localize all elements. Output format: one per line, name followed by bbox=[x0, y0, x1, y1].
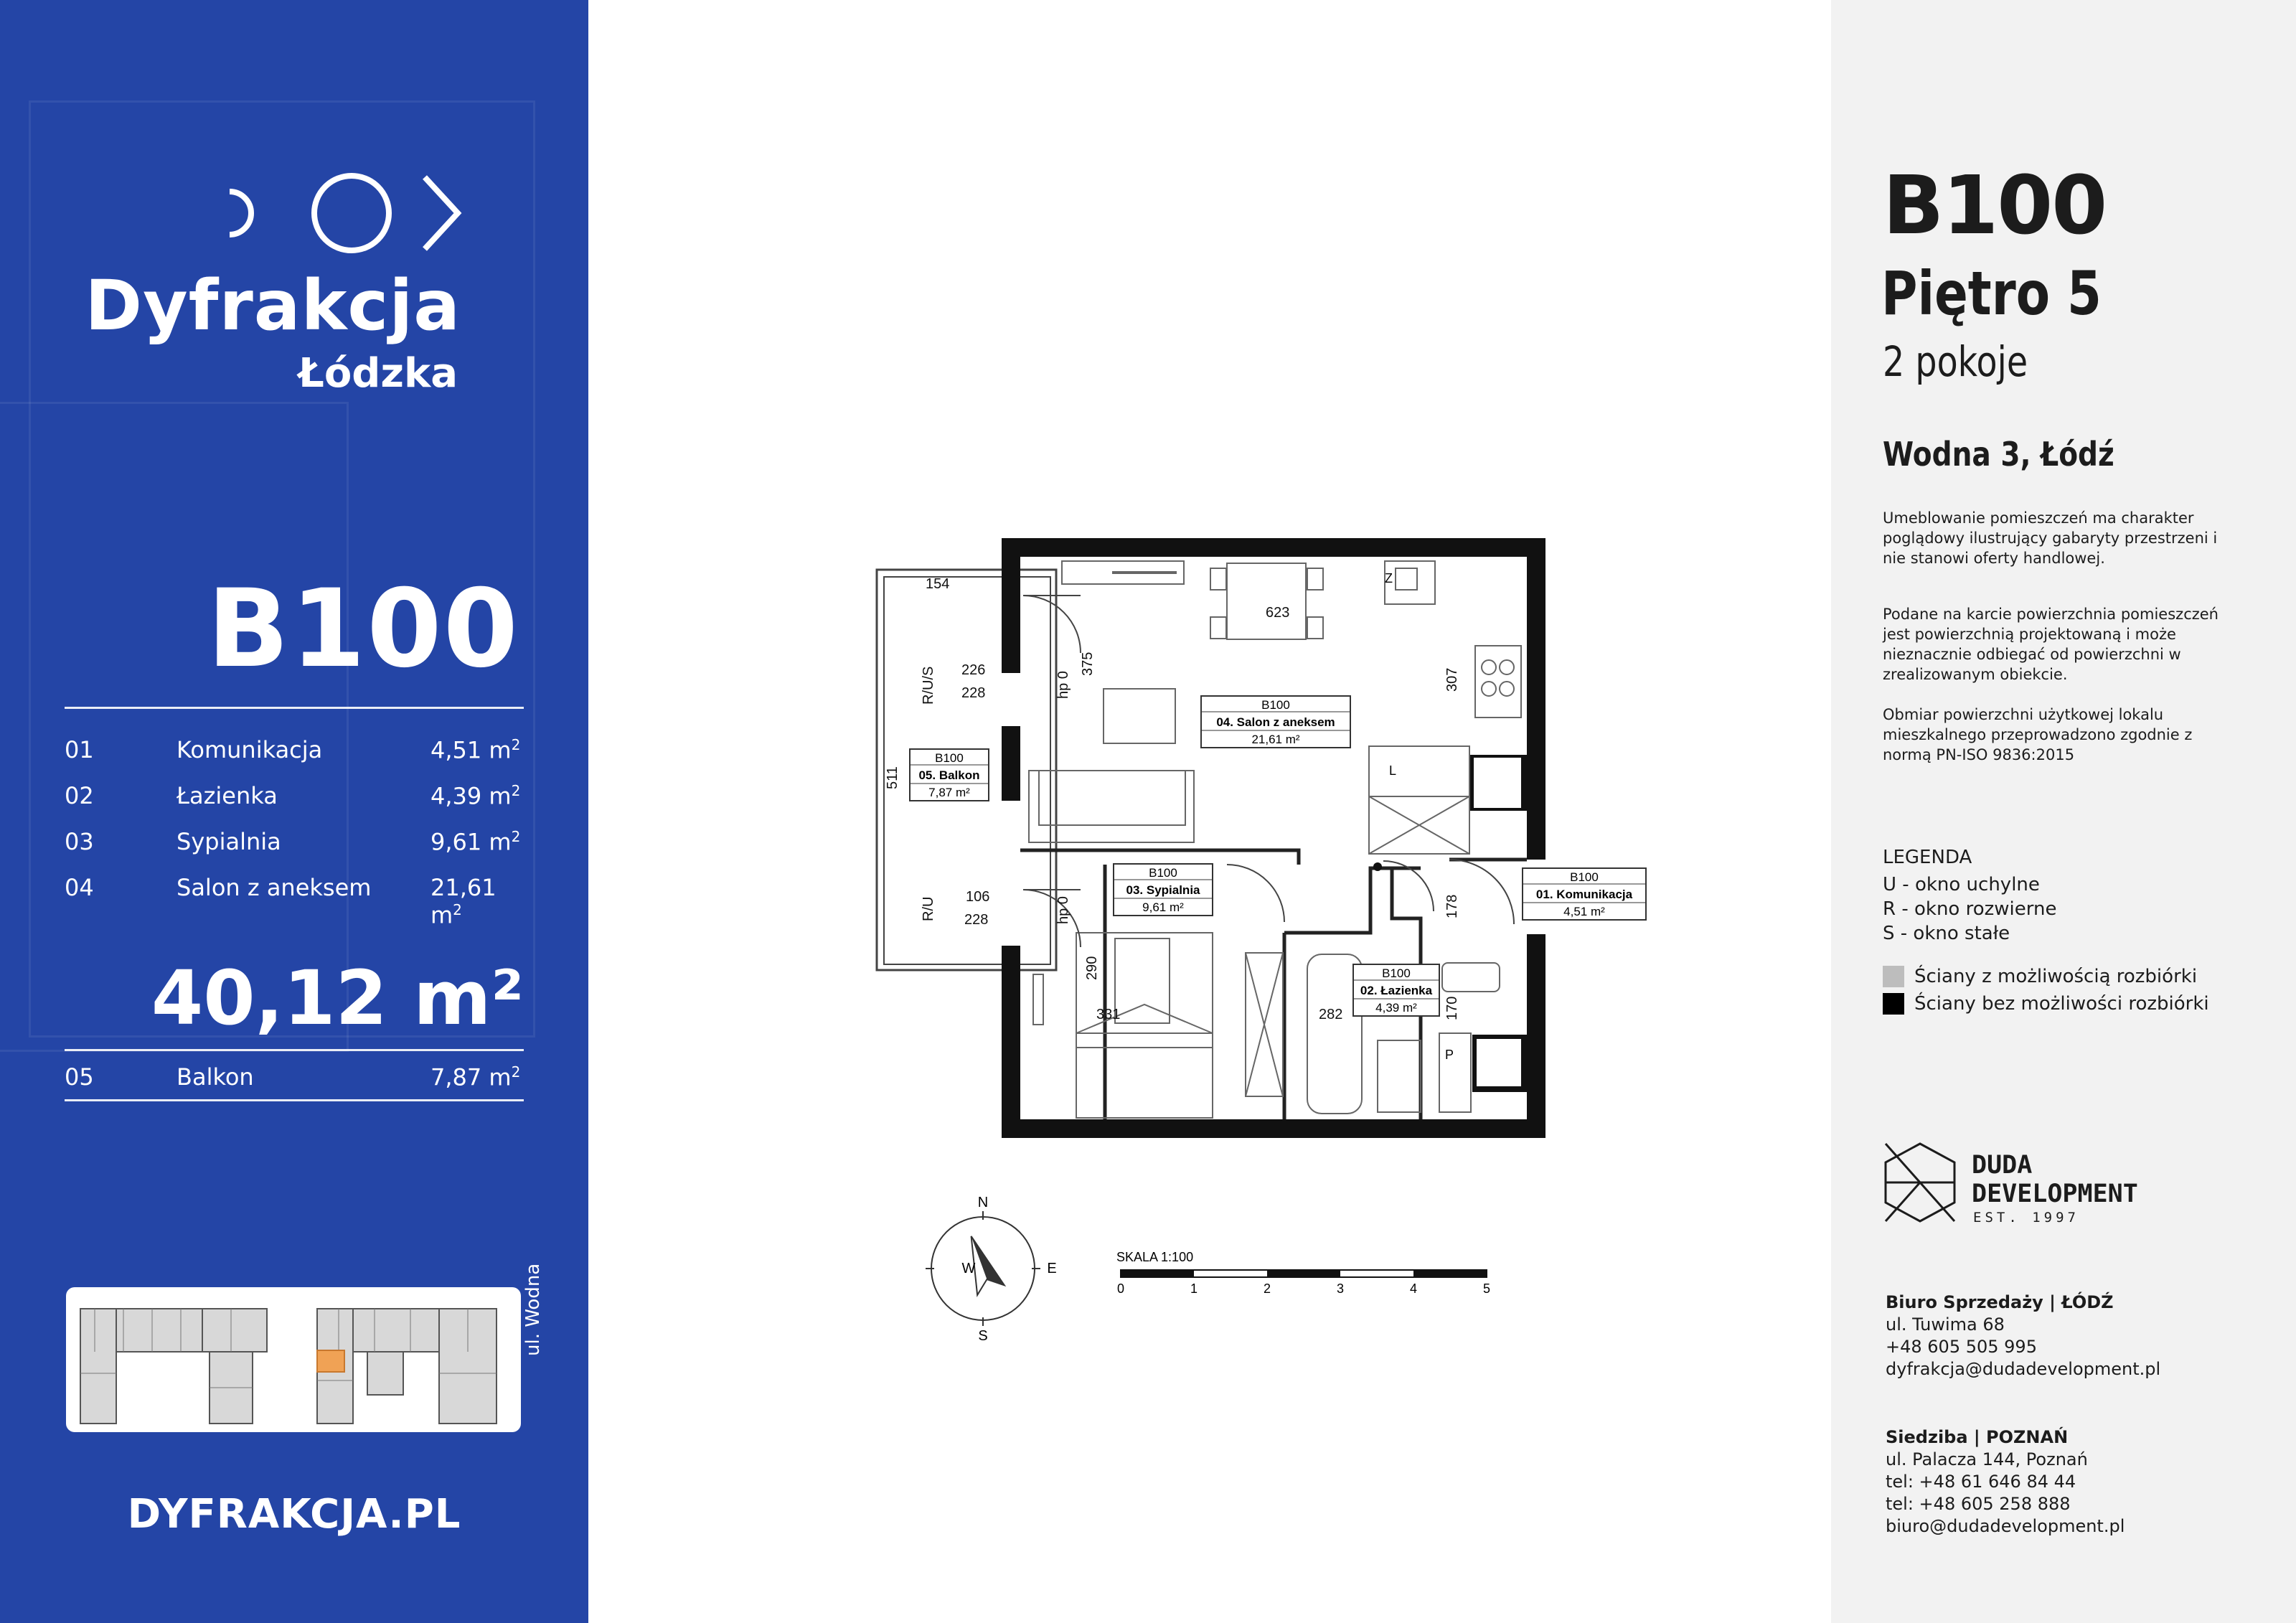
disclaimer-furniture: Umeblowanie pomieszczeń ma charakter poglądowy ilustrujący gabaryty przestrzeni i nie stanowi oferty handlowej. bbox=[1883, 509, 2218, 567]
room-name: Komunikacja bbox=[177, 736, 323, 763]
room-name: Sypialnia bbox=[177, 828, 281, 855]
room-number: 02 bbox=[65, 782, 94, 809]
svg-text:154: 154 bbox=[926, 576, 950, 592]
furniture bbox=[1029, 561, 1521, 1118]
scale-bar bbox=[1112, 1247, 1500, 1297]
svg-text:331: 331 bbox=[1096, 1007, 1121, 1022]
contact-heading: Siedziba | POZNAŃ bbox=[1886, 1427, 2069, 1447]
rooms-count: 2 pokoje bbox=[1883, 337, 2028, 386]
unit-location-marker bbox=[317, 1350, 344, 1372]
svg-text:hp 0: hp 0 bbox=[1055, 896, 1071, 924]
legend-item: S - okno stałe bbox=[1883, 923, 2010, 944]
room-area: 4,51 $m^2$ bbox=[430, 736, 521, 764]
compass-north: N bbox=[977, 1195, 989, 1210]
svg-text:21,61 m²: 21,61 m² bbox=[1251, 733, 1300, 746]
svg-text:B100: B100 bbox=[1382, 966, 1411, 980]
legend-swatch-label: Ściany z możliwością rozbiórki bbox=[1914, 966, 2198, 987]
disclaimer-norm: Obmiar powierzchni użytkowej lokalu mieszkalnego przeprowadzono zgodnie z normą PN-ISO 9836:2015 bbox=[1883, 706, 2193, 763]
scale-tick: 2 bbox=[1263, 1281, 1271, 1296]
room-area: 7,87 $m^2$ bbox=[430, 1063, 521, 1091]
room-row bbox=[65, 736, 524, 772]
svg-text:178: 178 bbox=[1444, 894, 1460, 918]
scale-tick: 4 bbox=[1409, 1281, 1418, 1296]
developer-est: EST. 1997 bbox=[1973, 1210, 2079, 1226]
svg-text:375: 375 bbox=[1080, 651, 1096, 676]
site-plan-card bbox=[66, 1287, 521, 1432]
brand-subname: Łódzka bbox=[298, 350, 458, 397]
svg-text:228: 228 bbox=[961, 685, 986, 701]
partition-walls bbox=[1020, 850, 1527, 1119]
contact-email[interactable]: dyfrakcja@dudadevelopment.pl bbox=[1886, 1359, 2161, 1379]
scale-tick: 5 bbox=[1482, 1281, 1491, 1296]
room-number: 01 bbox=[65, 736, 94, 763]
legend-item: U - okno uchylne bbox=[1883, 874, 2040, 895]
svg-text:05. Balkon: 05. Balkon bbox=[918, 768, 980, 782]
svg-text:B100: B100 bbox=[935, 751, 964, 765]
svg-text:B100: B100 bbox=[1261, 698, 1290, 712]
divider bbox=[65, 1099, 524, 1101]
floor-plan bbox=[825, 517, 1686, 1148]
svg-text:B100: B100 bbox=[1570, 870, 1599, 884]
svg-text:7,87 m²: 7,87 m² bbox=[928, 786, 970, 799]
contact-phone[interactable]: tel: +48 61 646 84 44 bbox=[1886, 1472, 2076, 1492]
room-area: 4,39 $m^2$ bbox=[430, 782, 521, 810]
room-label-lazienka bbox=[1353, 964, 1439, 1016]
legend-swatch-removable bbox=[1883, 966, 1904, 987]
website-link[interactable]: DYFRAKCJA.PL bbox=[127, 1491, 461, 1538]
floor-label: Piętro 5 bbox=[1881, 258, 2102, 329]
contact-phone[interactable]: +48 605 505 995 bbox=[1886, 1337, 2037, 1357]
svg-text:02. Łazienka: 02. Łazienka bbox=[1360, 984, 1433, 997]
svg-text:01. Komunikacja: 01. Komunikacja bbox=[1535, 888, 1633, 901]
street-label: ul. Wodna bbox=[522, 1263, 544, 1356]
compass-south: S bbox=[978, 1328, 988, 1342]
svg-text:290: 290 bbox=[1084, 956, 1100, 980]
room-label-salon bbox=[1201, 696, 1350, 748]
fixture-label: L bbox=[1389, 763, 1397, 778]
fixture-label: Z bbox=[1385, 571, 1393, 585]
room-row bbox=[65, 782, 524, 818]
duda-development-logo-icon bbox=[1883, 1141, 1957, 1224]
legend-swatch-structural bbox=[1883, 993, 1904, 1015]
brand-name: Dyfrakcja bbox=[85, 265, 461, 346]
svg-text:hp 0: hp 0 bbox=[1055, 671, 1071, 699]
sales-office-contact bbox=[1886, 1292, 2160, 1380]
room-number: 05 bbox=[65, 1063, 94, 1091]
room-row bbox=[65, 874, 524, 929]
room-area: 21,61 $m^2$ bbox=[430, 874, 497, 929]
compass-east: E bbox=[1047, 1261, 1057, 1276]
svg-text:106: 106 bbox=[966, 889, 990, 905]
address: Wodna 3, Łódź bbox=[1883, 435, 2114, 474]
balcony-row bbox=[65, 1063, 524, 1099]
scale-label: SKALA 1:100 bbox=[1116, 1250, 1194, 1264]
contact-address: ul. Tuwima 68 bbox=[1886, 1314, 2005, 1335]
room-number: 04 bbox=[65, 874, 94, 901]
svg-text:04. Salon z aneksem: 04. Salon z aneksem bbox=[1216, 715, 1335, 729]
legend-item: R - okno rozwierne bbox=[1883, 898, 2057, 920]
contact-address: ul. Palacza 144, Poznań bbox=[1886, 1449, 2088, 1469]
scale-tick: 3 bbox=[1336, 1281, 1345, 1296]
compass-west: W bbox=[961, 1261, 976, 1276]
total-area: 40,12 m² bbox=[151, 954, 524, 1042]
unit-code: B100 bbox=[207, 567, 519, 692]
room-name: Salon z aneksem bbox=[177, 874, 372, 901]
svg-text:282: 282 bbox=[1319, 1007, 1343, 1022]
svg-text:9,61 m²: 9,61 m² bbox=[1142, 900, 1184, 914]
room-area: 9,61 $m^2$ bbox=[430, 828, 521, 856]
svg-text:226: 226 bbox=[961, 662, 986, 678]
room-label-sypialnia bbox=[1114, 864, 1213, 916]
contact-heading: Biuro Sprzedaży | ŁÓDŹ bbox=[1886, 1292, 2114, 1312]
legend-title: LEGENDA bbox=[1883, 847, 1972, 868]
room-name: Balkon bbox=[177, 1063, 254, 1091]
fixture-label: P bbox=[1445, 1048, 1454, 1062]
svg-text:4,51 m²: 4,51 m² bbox=[1563, 905, 1605, 918]
info-panel bbox=[1831, 0, 2296, 1623]
svg-text:B100: B100 bbox=[1149, 866, 1177, 880]
brand-panel bbox=[0, 0, 588, 1623]
unit-title: B100 bbox=[1883, 159, 2107, 253]
entrance-marker bbox=[1373, 862, 1382, 871]
compass-icon bbox=[918, 1191, 1062, 1342]
scale-tick: 0 bbox=[1116, 1281, 1125, 1296]
room-name: Łazienka bbox=[177, 782, 278, 809]
developer-name: DUDA DEVELOPMENT bbox=[1972, 1151, 2138, 1208]
contact-phone[interactable]: tel: +48 605 258 888 bbox=[1886, 1494, 2071, 1514]
svg-text:511: 511 bbox=[885, 766, 900, 789]
divider bbox=[65, 1049, 524, 1051]
legend-swatch-label: Ściany bez możliwości rozbiórki bbox=[1914, 993, 2209, 1015]
svg-text:4,39 m²: 4,39 m² bbox=[1375, 1001, 1417, 1015]
room-label-komunikacja bbox=[1523, 868, 1646, 920]
scale-tick: 1 bbox=[1190, 1281, 1198, 1296]
contact-email[interactable]: biuro@dudadevelopment.pl bbox=[1886, 1516, 2125, 1536]
svg-text:623: 623 bbox=[1266, 605, 1290, 621]
svg-text:R/U/S: R/U/S bbox=[921, 666, 936, 705]
disclaimer-area: Podane na karcie powierzchnia pomieszczeń jest powierzchnią projektowaną i może nieznacznie odbiegać od powierzchni w zrealizowanym obiekcie. bbox=[1883, 606, 2219, 683]
svg-text:03. Sypialnia: 03. Sypialnia bbox=[1126, 883, 1200, 897]
svg-text:R/U: R/U bbox=[921, 896, 936, 921]
site-plan-map bbox=[66, 1287, 521, 1432]
divider bbox=[65, 707, 524, 709]
svg-text:228: 228 bbox=[964, 912, 989, 928]
svg-text:170: 170 bbox=[1444, 996, 1460, 1020]
room-label-balkon bbox=[910, 749, 989, 801]
room-number: 03 bbox=[65, 828, 94, 855]
dyfrakcja-logo-icon bbox=[230, 166, 474, 260]
room-row bbox=[65, 828, 524, 864]
svg-text:307: 307 bbox=[1444, 667, 1460, 692]
headquarters-contact bbox=[1886, 1426, 2125, 1538]
